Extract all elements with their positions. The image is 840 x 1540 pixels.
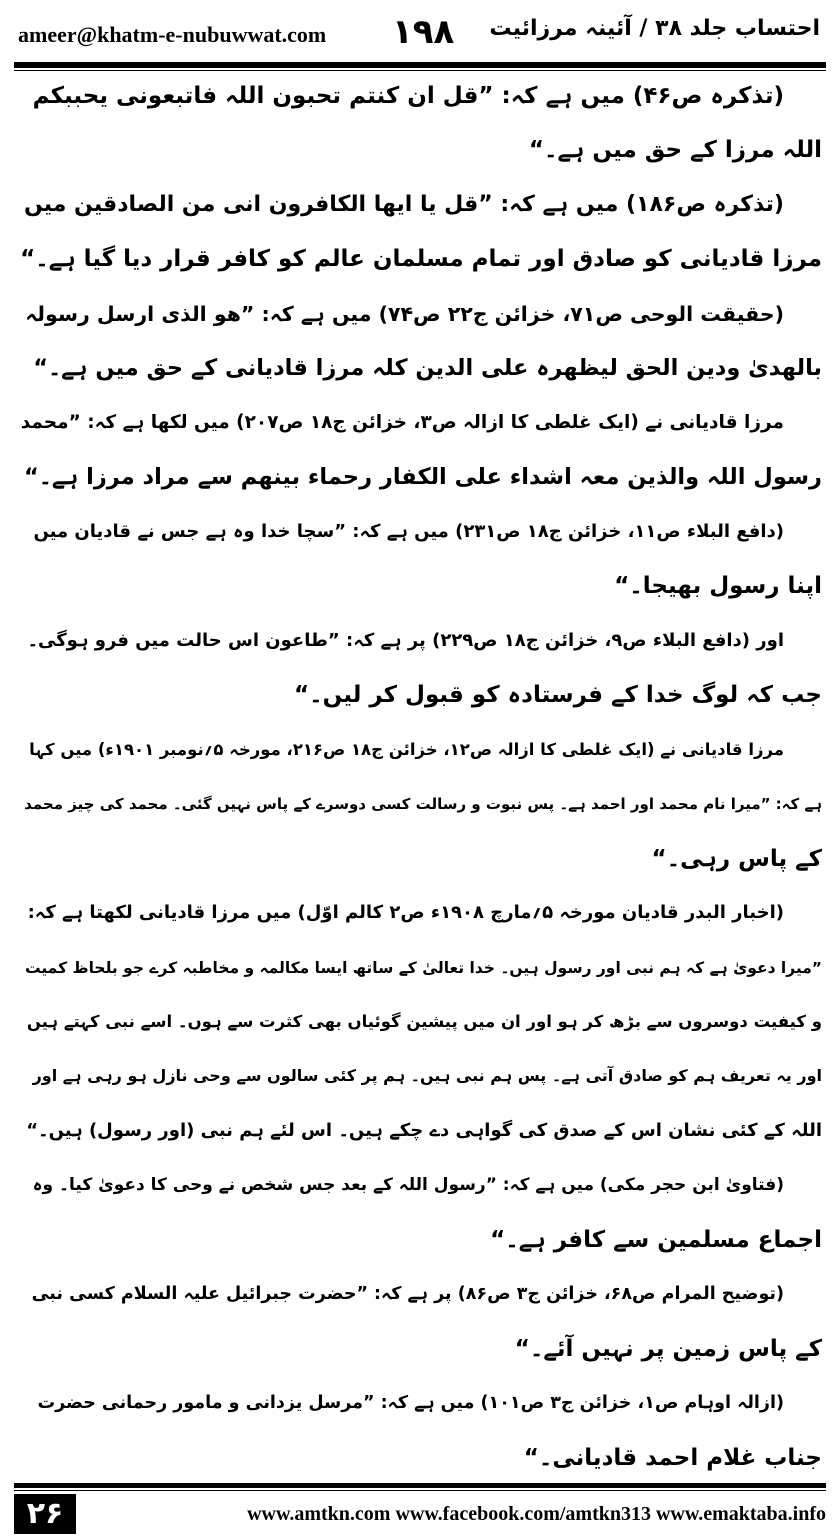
text-line: کے پاس زمین پر نہیں آئے۔“ xyxy=(514,1335,822,1362)
body-text xyxy=(18,76,822,1478)
footer-links[interactable]: www.amtkn.com www.facebook.com/amtkn313 www.emaktaba.info xyxy=(247,1503,826,1525)
text-line: مرزا قادیانی نے (ایک غلطی کا ازالہ ص۱۲، خزائن ج۱۸ ص۲۱۶، مورخہ ۵؍نومبر ۱۹۰۱ء) میں کہا xyxy=(29,739,784,759)
header-page-number: ۱۹۸ xyxy=(392,12,455,52)
text-line: اللہ کے کئی نشان اس کے صدق کی گواہی دے چکے ہیں۔ اس لئے ہم نبی (اور رسول) ہیں۔“ xyxy=(26,1119,822,1141)
text-line: و کیفیت دوسروں سے بڑھ کر ہو اور ان میں پیشین گوئیاں بھی کثرت سے ہوں۔ اسے نبی کہتے ہیں xyxy=(26,1011,822,1031)
text-line: (تذکرہ ص۱۸۶) میں ہے کہ: ”قل یا ایھا الکافرون انی من الصادقین میں xyxy=(23,191,784,217)
text-line: مرزا قادیانی نے (ایک غلطی کا ازالہ ص۳، خزائن ج۱۸ ص۲۰۷) میں لکھا ہے کہ: ”محمد xyxy=(20,411,784,433)
text-line: (اخبار البدر قادیان مورخہ ۵؍مارچ ۱۹۰۸ء ص۲ کالم اوّل) میں مرزا قادیانی لکھتا ہے کہ: xyxy=(27,902,784,924)
text-line: (تذکرہ ص۴۶) میں ہے کہ: ”قل ان کنتم تحبون اللہ فاتبعونی یحببکم xyxy=(32,83,784,109)
text-line: جناب غلام احمد قادیانی۔“ xyxy=(523,1444,822,1471)
page-header xyxy=(14,0,826,62)
text-line: (توضیح المرام ص۶۸، خزائن ج۳ ص۸۶) پر ہے کہ: ”حضرت جبرائیل علیہ السلام کسی نبی xyxy=(31,1284,784,1305)
footer-rule-thin xyxy=(14,1490,826,1491)
text-line: اور یہ تعریف ہم کو صادق آتی ہے۔ پس ہم نبی ہیں۔ ہم پر کئی سالوں سے وحی نازل ہو رہی ہے اور xyxy=(32,1066,822,1086)
text-line: (فتاویٰ ابن حجر مکی) میں ہے کہ: ”رسول اللہ کے بعد جس شخص نے وحی کا دعویٰ کیا۔ وہ xyxy=(32,1175,784,1196)
text-line: مرزا قادیانی کو صادق اور تمام مسلمان عالم کو کافر قرار دیا گیا ہے۔“ xyxy=(20,246,822,273)
text-line: ہے کہ: ”میرا نام محمد اور احمد ہے۔ پس نبوت و رسالت کسی دوسرے کے پاس نہیں گئی۔ محمد کی چیز محمد xyxy=(24,795,822,814)
text-line: اور (دافع البلاء ص۹، خزائن ج۱۸ ص۲۲۹) پر ہے کہ: ”طاعون اس حالت میں فرو ہوگی۔ xyxy=(27,629,784,651)
header-email: ameer@khatm-e-nubuwwat.com xyxy=(18,22,327,47)
header-book-title: احتساب جلد ۳۸ / آئینہ مرزائیت xyxy=(489,16,820,41)
header-rule xyxy=(14,62,826,68)
text-line: اجماع مسلمین سے کافر ہے۔“ xyxy=(490,1226,822,1253)
text-line: اللہ مرزا کے حق میں ہے۔“ xyxy=(528,137,822,164)
text-line: کے پاس رہی۔“ xyxy=(651,845,822,872)
text-line: اپنا رسول بھیجا۔“ xyxy=(614,573,822,600)
text-line: (حقیقت الوحی ص۷۱، خزائن ج۲۲ ص۷۴) میں ہے کہ: ”ھو الذی ارسل رسولہ xyxy=(25,301,784,326)
text-line: جب کہ لوگ خدا کے فرستادہ کو قبول کر لیں۔“ xyxy=(294,682,822,709)
text-line: ”میرا دعویٰ ہے کہ ہم نبی اور رسول ہیں۔ خدا تعالیٰ کے ساتھ ایسا مکالمہ و مخاطبہ کرے جو بلحاظ کمیت xyxy=(24,958,822,977)
footer-rule xyxy=(14,1483,826,1488)
text-line: رسول اللہ والذین معہ اشداء علی الکفار رحماء بینھم سے مراد مرزا ہے۔“ xyxy=(23,464,822,491)
footer-page-number: ۲۶ xyxy=(14,1494,76,1534)
text-line: (ازالہ اوہام ص۱، خزائن ج۳ ص۱۰۱) میں ہے کہ: ”مرسل یزدانی و مامور رحمانی حضرت xyxy=(37,1393,784,1414)
header-rule-thin xyxy=(14,70,826,71)
text-line: (دافع البلاء ص۱۱، خزائن ج۱۸ ص۲۳۱) میں ہے کہ: ”سچا خدا وہ ہے جس نے قادیان میں xyxy=(33,520,784,542)
text-line: بالھدیٰ ودین الحق لیظھرہ علی الدین کلہ مرزا قادیانی کے حق میں ہے۔“ xyxy=(33,355,822,382)
